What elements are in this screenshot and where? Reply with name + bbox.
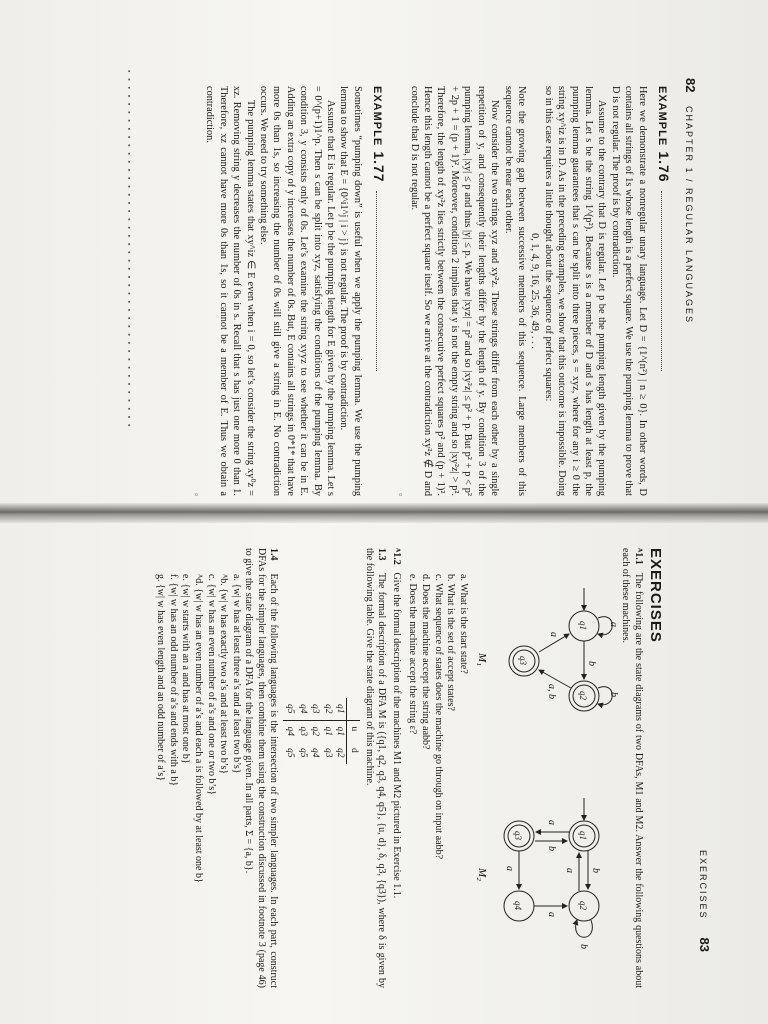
part-g: g. {w| w has even length and an odd number of a’s} — [155, 574, 167, 782]
table-cell: q4 — [296, 698, 309, 720]
m1-label: M₁ — [475, 653, 488, 666]
left-running-head — [683, 78, 698, 324]
table-row — [334, 698, 347, 764]
svg-text:q3: q3 — [512, 831, 523, 840]
left-page — [0, 0, 768, 505]
example-1-76-paragraph-2: Assume to the contrary that D is regular. Let p be the pumping length given by the pumping lemma. Let s be the string 1^(p²). Because s is a member of D and s has length at least p, the pumping lemma guarantees that s can be split into three pieces, s = xyz, where for any i ≥ 0 the string xy^iz is in D. As in the preceding examples, we show that this outcome is impossible. Doing so in this case requires a little thought about the sequence of perfect squares: — [542, 86, 608, 496]
exercise-1-4-text: Each of the following languages is the intersection of two simpler languages. In each part, construct DFAs for the simpler languages, then combine them using the construction discussed in footnote 3 (page 46) to give the state diagram of a DFA for the language given. In all parts, Σ = {a, b}. — [243, 548, 280, 988]
qed-mark: ▫ — [396, 493, 406, 496]
part-a: a. {w| w has at least three a’s and at least two b’s} — [230, 574, 242, 774]
table-cell: q2 — [335, 748, 346, 758]
table-row — [309, 698, 322, 764]
exercise-number: 1.3 — [376, 548, 388, 561]
table-row — [296, 698, 309, 764]
exercises-heading: EXERCISES — [647, 548, 664, 643]
table-header-cell — [347, 698, 360, 720]
part-f: f. {w| w has an odd number of a’s and ends with a b} — [167, 574, 179, 787]
svg-text:b: b — [577, 944, 589, 949]
exercise-1-1-text: The following are the state diagrams of two DFAs, M1 and M2. Answer the following questions about each of these machines. — [620, 548, 644, 988]
perfect-squares-sequence: 0, 1, 4, 9, 16, 25, 36, 49, . . . — [529, 233, 541, 349]
left-running-head-text: CHAPTER 1 / REGULAR LANGUAGES — [684, 105, 694, 325]
exercise-1-4-parts — [154, 548, 242, 988]
exercise-1-3-text: The formal description of a DFA M is ({q1, q2, q3, q4, q5}, {u, d}, δ, q3, {q3}), where δ is given by the following table. Give the state diagram of this machine. — [363, 548, 388, 988]
exercise-number: ᴬ1.1 — [633, 548, 644, 565]
exercise-1-2-text: Give the formal description of the machines M1 and M2 pictured in Exercise 1.1. — [390, 572, 402, 899]
table-cell: q5 — [285, 748, 296, 758]
example-label: EXAMPLE — [371, 86, 384, 147]
table-row — [284, 698, 297, 764]
right-running-head — [697, 850, 712, 952]
svg-text:q2: q2 — [577, 901, 588, 910]
svg-text:q2: q2 — [577, 691, 588, 700]
table-cell: q3 — [322, 748, 333, 758]
table-cell: q2 — [321, 698, 334, 720]
svg-text:a, b: a, b — [545, 684, 557, 699]
table-cell: q4 — [310, 748, 321, 758]
svg-text:a: a — [545, 820, 557, 825]
table-cell: q1 — [335, 726, 346, 736]
dfa-m2 — [504, 798, 601, 949]
svg-text:a: a — [607, 622, 619, 627]
svg-text:a: a — [563, 868, 575, 873]
example-1-77-paragraph-1: Sometimes “pumping down” is useful when we apply the pumping lemma. We use the pumping lemma to show that E = {0^i1^j | i > j} is not regular. The proof is by contradiction. — [338, 86, 363, 496]
left-page-number: 82 — [683, 78, 698, 93]
example-1-77-paragraph-3: The pumping lemma states that xy^iz ∈ E even when i = 0, so let’s consider the string xy⁰z = xz. Removing string y decreases the number of 0s in s. Recall that s has just one more 0 than 1. Therefore, xz cannot have more 0s than 1s, so it cannot be a member of E. Thus we obtain a contradiction. — [204, 86, 256, 496]
example-1-76 — [190, 86, 670, 496]
question-e: e. Does the machine accept the string ε? — [407, 574, 419, 735]
svg-text:b: b — [589, 868, 601, 873]
part-e: e. {w| w starts with an a and has at most one b} — [180, 574, 192, 764]
svg-text:q1: q1 — [577, 621, 588, 630]
m2-label: M₂ — [475, 868, 488, 881]
question-d: d. Does the machine accept the string aabb? — [420, 574, 432, 750]
table-cell: q5 — [284, 698, 297, 720]
exercise-1-1 — [619, 548, 644, 988]
transition-table — [284, 698, 361, 764]
table-cell: q3 — [297, 726, 308, 736]
dfa-diagrams — [469, 548, 619, 988]
table-cell: q5 — [297, 748, 308, 758]
table-header-row — [347, 698, 360, 764]
exercise-number: 1.4 — [268, 548, 280, 561]
svg-text:q4: q4 — [512, 901, 523, 910]
dfa-m1 — [509, 588, 619, 711]
table-cell: q3 — [309, 698, 322, 720]
svg-text:a: a — [503, 866, 515, 871]
exercise-number: ᴬ1.2 — [390, 548, 402, 565]
svg-text:a: a — [545, 912, 557, 917]
right-page — [0, 520, 768, 1024]
exercise-1-3 — [362, 548, 387, 988]
question-a: a. What is the start state? — [457, 574, 469, 674]
table-header-cell: d — [347, 742, 360, 764]
table-cell: q1 — [334, 698, 347, 720]
svg-text:q1: q1 — [577, 831, 588, 840]
svg-text:q3: q3 — [517, 656, 528, 665]
svg-text:b: b — [545, 846, 557, 851]
example-number: 1.77 — [371, 151, 388, 183]
example-1-76-paragraph-1: Here we demonstrate a nonregular unary language. Let D = {1^(n²) | n ≥ 0}. In other words, D contains all strings of 1s whose length is a perfect square. We use the pumping lemma to prove that D is not regular. The proof is by contradiction. — [609, 86, 648, 496]
question-c: c. What sequence of states does the machine go through on input aabb? — [432, 574, 444, 860]
svg-text:a: a — [547, 632, 559, 637]
exercises-list — [154, 548, 644, 988]
table-cell: q1 — [322, 726, 333, 736]
right-running-head-text: EXERCISES — [698, 850, 708, 920]
part-b: ᴬb. {w| w has exactly two a’s and at least two b’s} — [218, 574, 230, 775]
example-1-76-heading — [655, 86, 670, 496]
svg-text:b: b — [607, 692, 619, 697]
question-b: b. What is the set of accept states? — [445, 574, 457, 711]
right-page-number: 83 — [697, 937, 712, 953]
exercise-1-2 — [389, 548, 402, 988]
example-1-76-paragraph-4: Now consider the two strings xyz and xy²z. These strings differ from each other by a single repetition of y, and consequently their lengths differ by the length of y. By condition 3 of the pumping lemma, |xy| ≤ p and thus |y| ≤ p. We have |xyz| = p² and so |xy²z| ≤ p² + p. But p² + p < p² + 2p + 1 = (p + 1)². Moreover, condition 2 implies that y is not the empty string and so |xy²z| > p². Therefore, the length of xy²z lies strictly between the consecutive perfect squares p² and (p + 1)². Hence this length cannot be a perfect square itself. So we arrive at the contradiction xy²z ∉ D and conclude that D is not regular. — [408, 86, 501, 496]
table-cell: q2 — [310, 726, 321, 736]
exercise-1-1-questions — [406, 548, 469, 988]
table-row — [321, 698, 334, 764]
table-cell: q4 — [285, 726, 296, 736]
example-1-77-heading — [370, 86, 388, 496]
example-1-76-paragraph-3: Note the growing gap between successive members of this sequence. Large members of this sequence cannot be near each other. — [502, 86, 527, 496]
svg-text:b: b — [585, 661, 597, 666]
table-header-cell: u — [347, 720, 360, 742]
page-edge-marks: ▪ ▪ ▪ ▪ ▪ ▪ ▪ ▪ ▪ ▪ ▪ ▪ ▪ ▪ ▪ ▪ ▪ ▪ ▪ ▪ ▪ ▪ ▪ ▪ ▪ ▪ ▪ ▪ ▪ ▪ ▪ ▪ ▪ ▪ ▪ ▪ ▪ ▪ ▪ ▪ ▪ ▪ ▪ ▪ — [125, 70, 133, 429]
example-number: 1.76 — [656, 151, 672, 183]
part-c: c. {w| w has an even number of a’s and one or two b’s} — [205, 574, 217, 795]
example-1-77-paragraph-2: Assume that E is regular. Let p be the pumping length for E given by the pumping lemma. Let s = 0^(p+1)1^p. Then s can be split into xyz, satisfying the conditions of the pumping lemma. By condition 3, y consists only of 0s. Let’s examine the string xyyz to see whether it can be in E. Adding an extra copy of y increases the number of 0s. But, E contains all strings in 0*1* that have more 0s than 1s, so increasing the number of 0s will still give a string in E. No contradiction occurs. We need to try something else. — [258, 86, 337, 496]
exercise-1-4 — [242, 548, 280, 988]
qed-mark: ▫ — [192, 493, 201, 496]
example-label: EXAMPLE — [656, 86, 668, 147]
part-d: ᴬd. {w| w has an even number of a’s and each a is followed by at least one b} — [192, 574, 204, 883]
